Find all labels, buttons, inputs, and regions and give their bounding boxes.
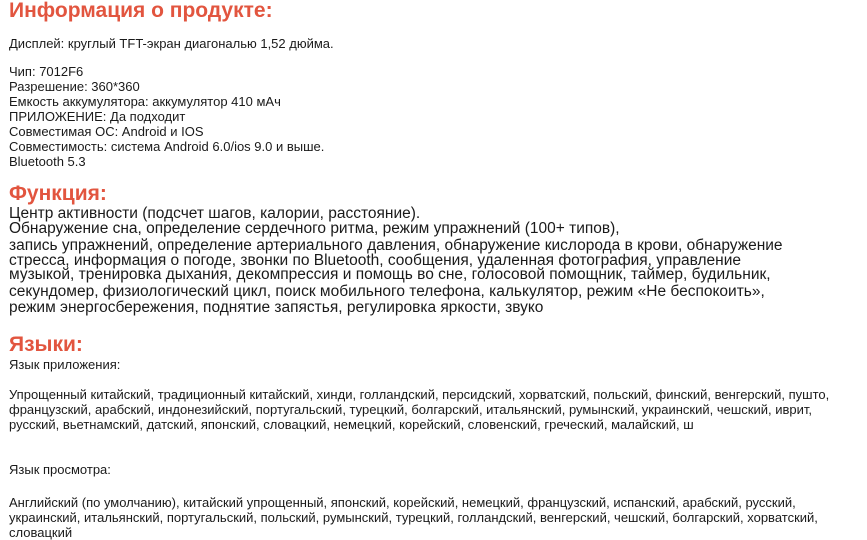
view-language-list: Английский (по умолчанию), китайский упрощенный, японский, корейский, немецкий, французский, испанский, арабский, русский, украинский, итальянский, португальский, польский, румынский, турецкий, голландский, венгерский, чешский, болгарский, хорватский, словацкий xyxy=(9,495,818,540)
app-language-label: Язык приложения: xyxy=(9,357,121,372)
function-line: Центр активности (подсчет шагов, калории, расстояние). xyxy=(9,205,421,222)
function-line: запись упражнений, определение артериального давления, обнаружение кислорода в крови, обнаружение xyxy=(9,237,783,254)
function-line: стресса, информация о погоде, звонки по Bluetooth, сообщения, удаленная фотография, управление xyxy=(9,251,742,269)
function-line: музыкой, тренировка дыхания, декомпрессия и помощь во сне, голосовой помощник, таймер, будильник, xyxy=(9,266,771,283)
spec-app: ПРИЛОЖЕНИЕ: Да подходит xyxy=(9,109,186,124)
spec-resolution: Разрешение: 360*360 xyxy=(9,79,140,94)
spec-compatibility: Совместимость: система Android 6.0/ios 9.0 и выше. xyxy=(9,139,325,154)
function-heading: Функция: xyxy=(9,182,107,205)
spec-bluetooth: Bluetooth 5.3 xyxy=(9,154,86,169)
product-info-heading: Информация о продукте: xyxy=(9,0,273,22)
spec-battery: Емкость аккумулятора: аккумулятор 410 мАч xyxy=(9,94,281,109)
spec-os: Совместимая ОС: Android и IOS xyxy=(9,124,204,139)
function-line: Обнаружение сна, определение сердечного ритма, режим упражнений (100+ типов), xyxy=(9,219,620,237)
function-line: режим энергосбережения, поднятие запястья, регулировка яркости, звуко xyxy=(9,299,544,316)
spec-list xyxy=(9,64,324,169)
view-language-label: Язык просмотра: xyxy=(9,462,111,477)
languages-heading: Языки: xyxy=(9,333,83,356)
display-spec: Дисплей: круглый TFT-экран диагональю 1,52 дюйма. xyxy=(9,36,334,51)
spec-chip: Чип: 7012F6 xyxy=(9,64,84,79)
function-list xyxy=(9,207,783,316)
app-language-list: Упрощенный китайский, традиционный китайский, хинди, голландский, персидский, хорватский, польский, финский, венгерский, пушто, французский, арабский, индонезийский, португальский, турецкий, болгарский, итальянский, румынский, украинский, чешский, иврит, русский, вьетнамский, датский, японский, словацкий, немецкий, корейский, словенский, греческий, малайский, ш xyxy=(9,387,830,432)
function-line: секундомер, физиологический цикл, поиск мобильного телефона, калькулятор, режим «Не беспокоить», xyxy=(9,282,765,300)
